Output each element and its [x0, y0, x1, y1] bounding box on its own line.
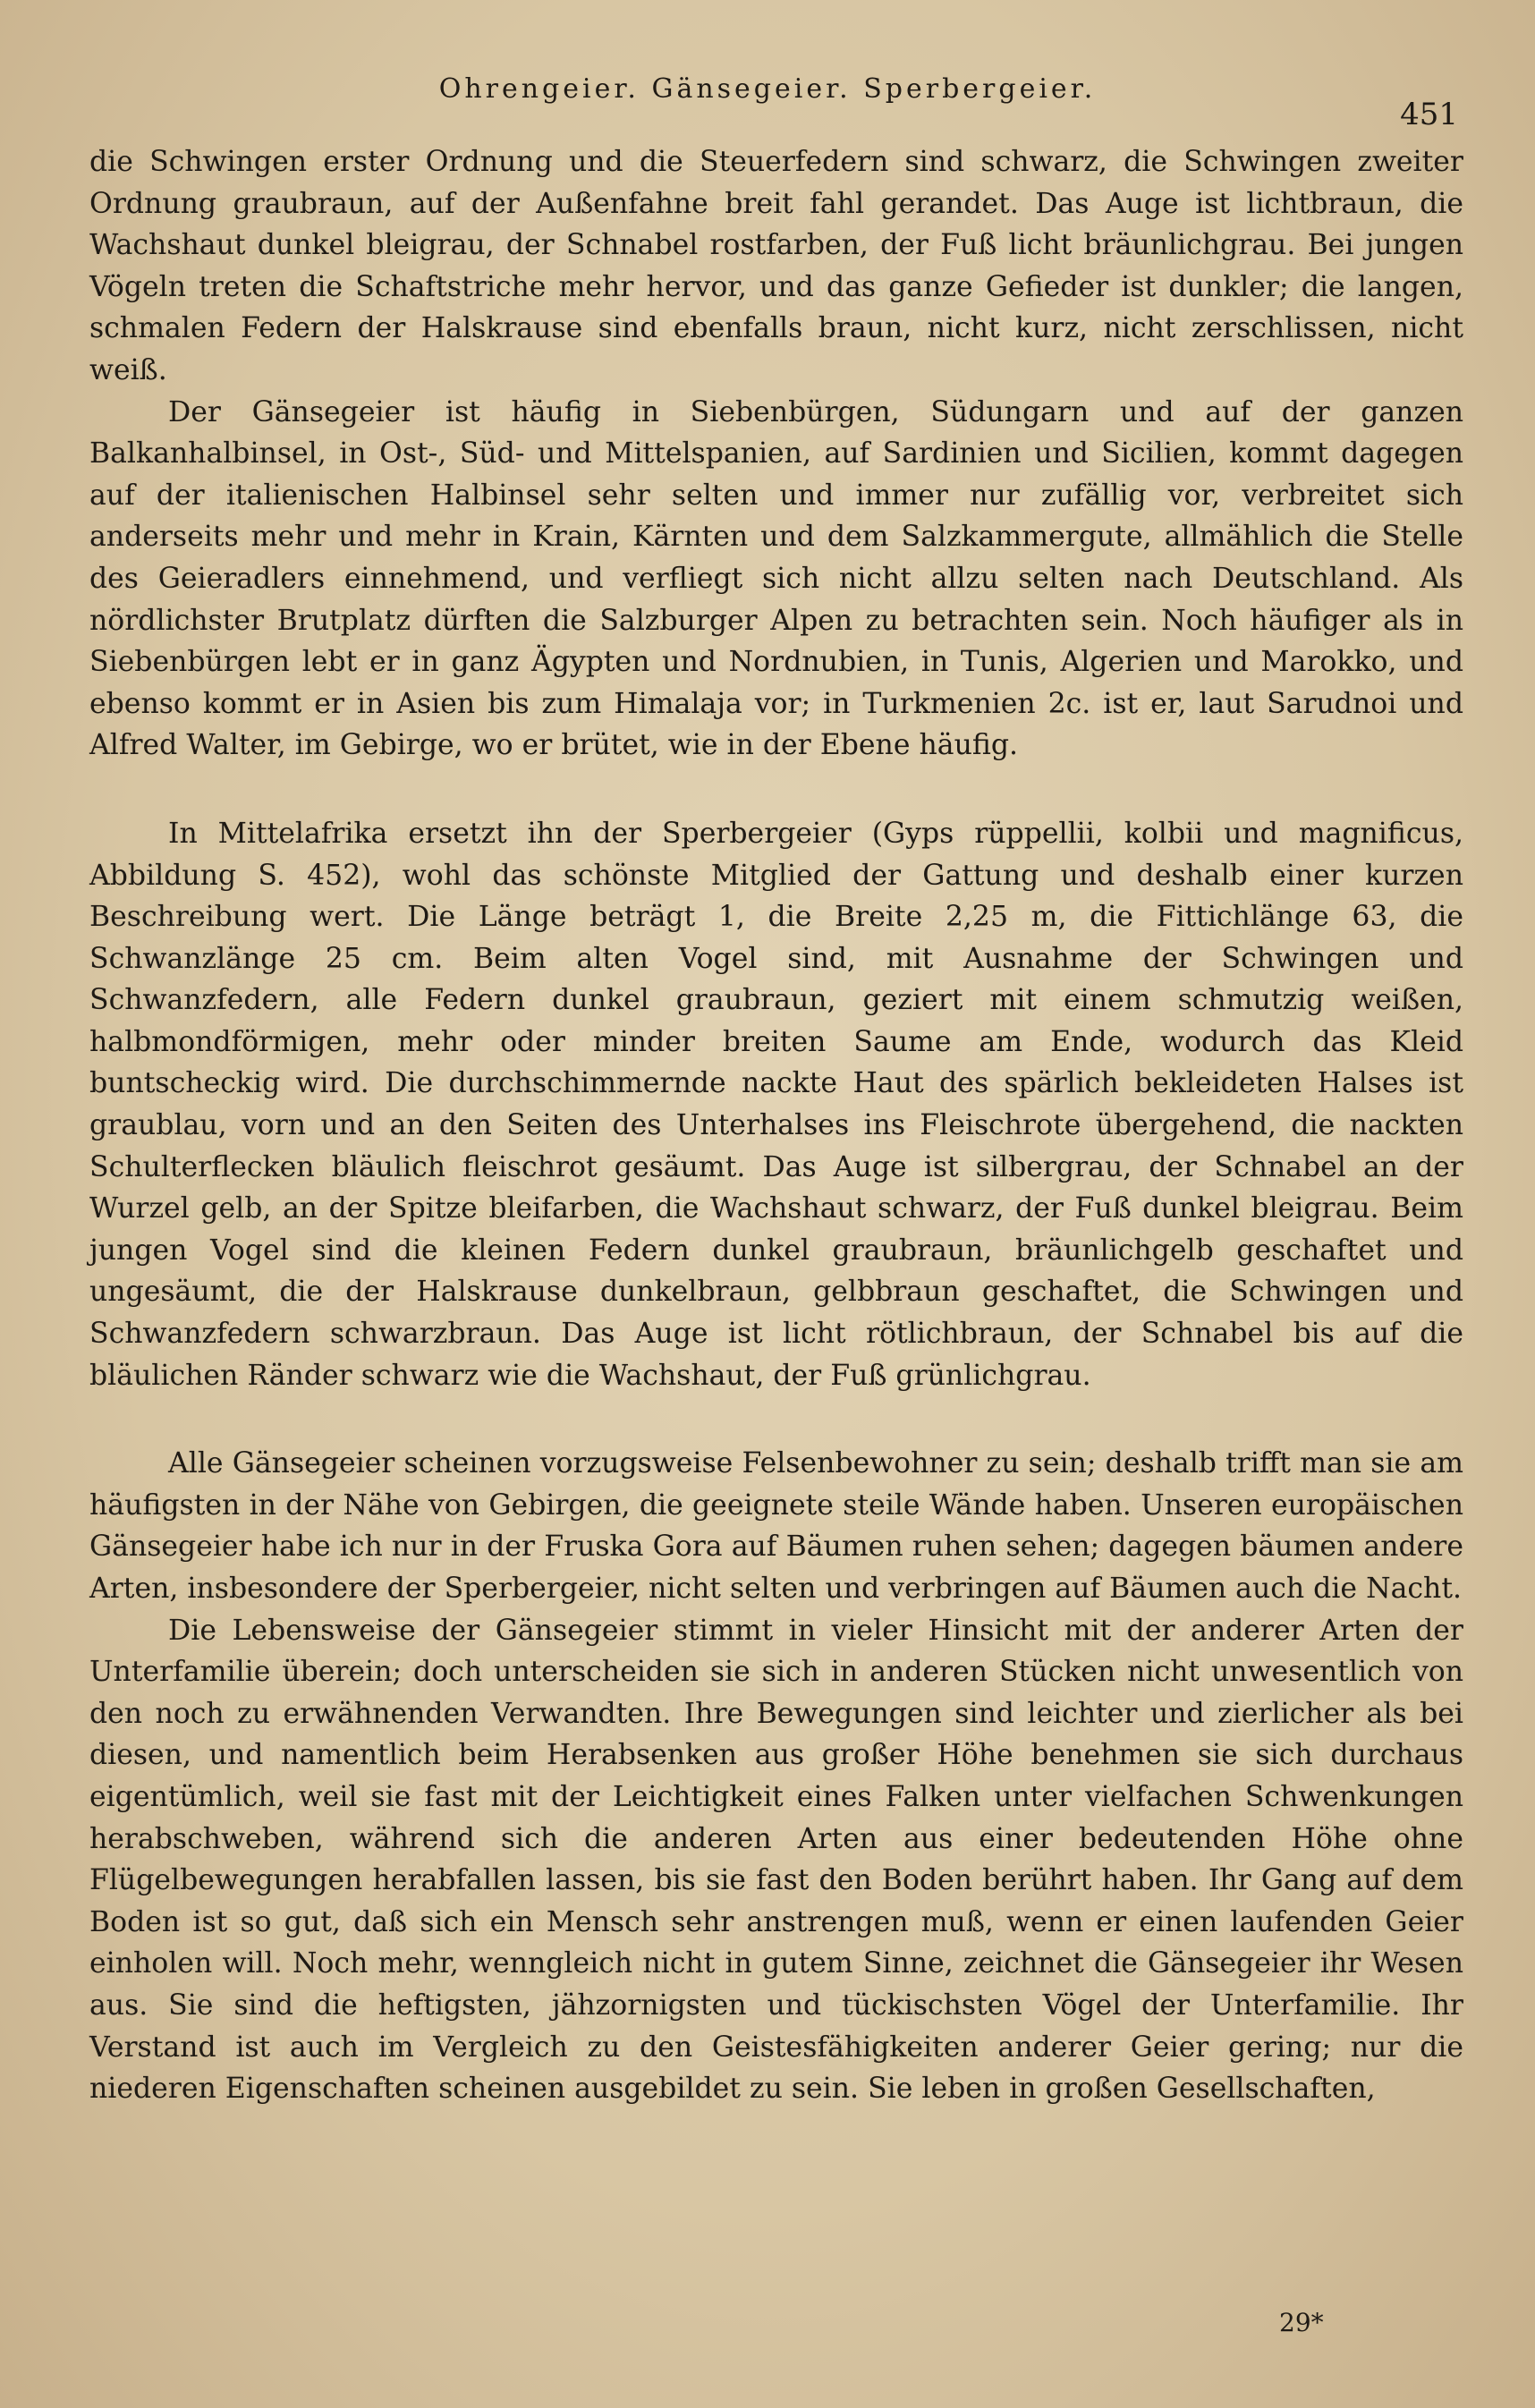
paragraph-sperbergeier: In Mittelafrika ersetzt ihn der Sperbergeier (Gyps rüppellii, kolbii und magnificus, Abbildung S. 452), wohl das schönste Mitglied der Gattung und deshalb einer kurzen Beschreibung wert. Die Länge beträgt 1, die Breite 2,25 m, die Fittichlänge 63, die Schwanzlänge 25 cm. Beim alten Vogel sind, mit Ausnahme der Schwingen und Schwanzfedern, alle Federn dunkel graubraun, geziert mit einem schmutzig weißen, halbmondförmigen, mehr oder minder breiten Saume am Ende, wodurch das Kleid buntscheckig wird. Die durchschimmernde nackte Haut des spärlich bekleideten Halses ist graublau, vorn und an den Seiten des Unterhalses ins Fleischrote übergehend, die nackten Schulterflecken bläulich fleischrot gesäumt. Das Auge ist silbergrau, der Schnabel an der Wurzel gelb, an der Spitze bleifarben, die Wachshaut schwarz, der Fuß dunkel bleigrau. Beim jungen Vogel sind die kleinen Federn dunkel graubraun, bräunlichgelb geschaftet und ungesäumt, die der Halskrause dunkelbraun, gelbbraun geschaftet, die Schwingen und Schwanzfedern schwarzbraun. Das Auge ist licht rötlichbraun, der Schnabel bis auf die bläulichen Ränder schwarz wie die Wachshaut, der Fuß grünlichgrau.	[89, 817, 1463, 1392]
paragraph-habitat: Alle Gänsegeier scheinen vorzugsweise Felsenbewohner zu sein; deshalb trifft man sie am häufigsten in der Nähe von Gebirgen, die geeignete steile Wände haben. Unseren europäischen Gänsegeier habe ich nur in der Fruska Gora auf Bäumen ruhen sehen; dagegen bäumen andere Arten, insbesondere der Sperbergeier, nicht selten und verbringen auf Bäumen auch die Nacht.	[89, 1447, 1463, 1605]
page-number: 451	[1400, 97, 1458, 132]
paragraph-distribution: Der Gänsegeier ist häufig in Siebenbürgen, Südungarn und auf der ganzen Balkanhalbinsel, in Ost-, Süd- und Mittelspanien, auf Sardinien und Sicilien, kommt dagegen auf der italienischen Halbinsel sehr selten und immer nur zufällig vor, verbreitet sich anderseits mehr und mehr in Krain, Kärnten und dem Salzkammergute, allmählich die Stelle des Geieradlers einnehmend, und verfliegt sich nicht allzu selten nach Deutschland. Als nördlichster Brutplatz dürften die Salzburger Alpen zu betrachten sein. Noch häufiger als in Siebenbürgen lebt er in ganz Ägypten und Nordnubien, in Tunis, Algerien und Marokko, und ebenso kommt er in Asien bis zum Himalaja vor; in Turkmenien 2c. ist er, laut Sarudnoi und Alfred Walter, im Gebirge, wo er brütet, wie in der Ebene häufig.	[89, 395, 1463, 762]
paragraph-continuation: die Schwingen erster Ordnung und die Steuerfedern sind schwarz, die Schwingen zweiter Ordnung graubraun, auf der Außenfahne breit fahl gerandet. Das Auge ist lichtbraun, die Wachshaut dunkel bleigrau, der Schnabel rostfarben, der Fuß licht bräunlichgrau. Bei jungen Vögeln treten die Schaftstriche mehr hervor, und das ganze Gefieder ist dunkler; die langen, schmalen Federn der Halskrause sind ebenfalls braun, nicht kurz, nicht zerschlissen, nicht weiß.	[89, 146, 1463, 386]
running-head: Ohrengeier. Gänsegeier. Sperbergeier.	[438, 73, 1097, 105]
body-text	[89, 141, 1463, 2110]
signature-mark: 29*	[1279, 2308, 1324, 2337]
paragraph-lebensweise: Die Lebensweise der Gänsegeier stimmt in vieler Hinsicht mit der anderer Arten der Unterfamilie überein; doch unterscheiden sie sich in anderen Stücken nicht unwesentlich von den noch zu erwähnenden Verwandten. Ihre Bewegungen sind leichter und zierlicher als bei diesen, und namentlich beim Herabsenken aus großer Höhe benehmen sie sich durchaus eigentümlich, weil sie fast mit der Leichtigkeit eines Falken unter vielfachen Schwenkungen herabschweben, während sich die anderen Arten aus einer bedeutenden Höhe ohne Flügelbewegungen herabfallen lassen, bis sie fast den Boden berührt haben. Ihr Gang auf dem Boden ist so gut, daß sich ein Mensch sehr anstrengen muß, wenn er einen laufenden Geier einholen will. Noch mehr, wenngleich nicht in gutem Sinne, zeichnet die Gänsegeier ihr Wesen aus. Sie sind die heftigsten, jähzornigsten und tückischsten Vögel der Unterfamilie. Ihr Verstand ist auch im Vergleich zu den Geistesfähigkeiten anderer Geier gering; nur die niederen Eigenschaften scheinen ausgebildet zu sein. Sie leben in großen Gesellschaften,	[89, 1614, 1463, 2106]
